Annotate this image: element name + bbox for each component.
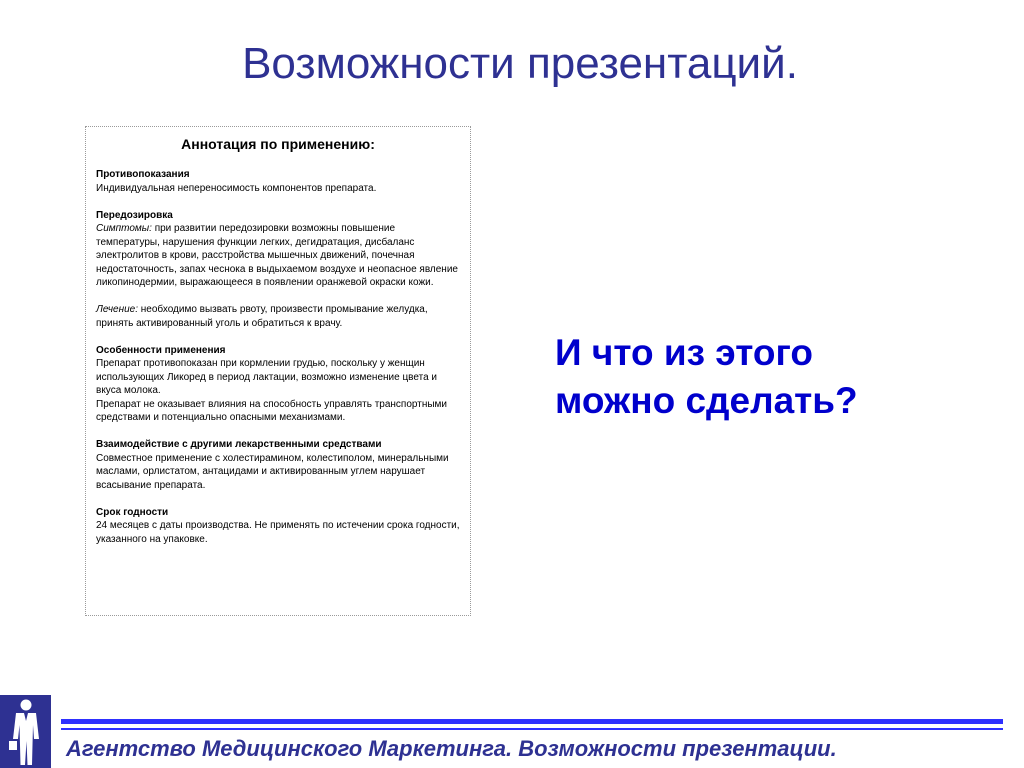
footer-divider-thin: [61, 728, 1003, 730]
slide-title: Возможности презентаций.: [242, 39, 798, 88]
treatment-text: необходимо вызвать рвоту, произвести промывание желудка, принять активированный уголь и обратиться к врачу.: [96, 304, 428, 329]
interactions-text: Совместное применение с холестирамином, колестиполом, минеральными маслами, орлистатом, антацидами и активированным углем нарушает всасывание препарата.: [96, 452, 449, 491]
question-line-1: И что из этого: [555, 332, 813, 373]
shelf-life-title: Срок годности: [96, 506, 169, 518]
features-title: Особенности применения: [96, 344, 226, 356]
contraindications-text: Индивидуальная непереносимость компонентов препарата.: [96, 182, 377, 194]
businessman-icon: [0, 695, 51, 768]
shelf-life-text: 24 месяцев с даты производства. Не применять по истечении срока годности, указанного на упаковке.: [96, 520, 460, 545]
symptoms-label: Симптомы:: [96, 223, 152, 234]
question-callout: [555, 329, 975, 425]
annotation-heading: Аннотация по применению:: [181, 136, 375, 152]
interactions-title: Взаимодействие с другими лекарственными средствами: [96, 439, 382, 450]
shelf-life-section: [96, 506, 460, 547]
question-line-2: можно сделать?: [555, 380, 858, 421]
features-section: [96, 344, 460, 425]
overdose-section: [96, 209, 460, 290]
features-text-2: Препарат не оказывает влияния на способность управлять транспортными средствами и потенциально опасными механизмами.: [96, 398, 447, 423]
footer-caption: Агентство Медицинского Маркетинга. Возможности презентации.: [66, 736, 837, 761]
treatment-label: Лечение:: [96, 304, 138, 315]
overdose-title: Передозировка: [96, 209, 173, 221]
overdose-treatment: [96, 303, 460, 330]
contraindications-title: Противопоказания: [96, 169, 190, 180]
symptoms-text: при развитии передозировки возможны повышение температуры, нарушения функции легких, дегидратация, дисбаланс электролитов в крови, расстройства мышечных движений, почечная недостаточность, запах чеснока в выдыхаемом воздухе и неопасное явление ликопинодермии, выражающееся в появлении оранжевой окраски кожи.: [96, 223, 458, 288]
overdose-symptoms: [96, 222, 460, 290]
treatment-section: [96, 303, 460, 330]
features-text-1: Препарат противопоказан при кормлении грудью, поскольку у женщин использующих Ликоред в период лактации, возможно изменение цвета и вкуса молока.: [96, 358, 438, 396]
interactions-section: [96, 438, 460, 492]
contraindications-section: [96, 168, 460, 195]
annotation-document: [85, 126, 471, 616]
footer-divider-thick: [61, 719, 1003, 724]
